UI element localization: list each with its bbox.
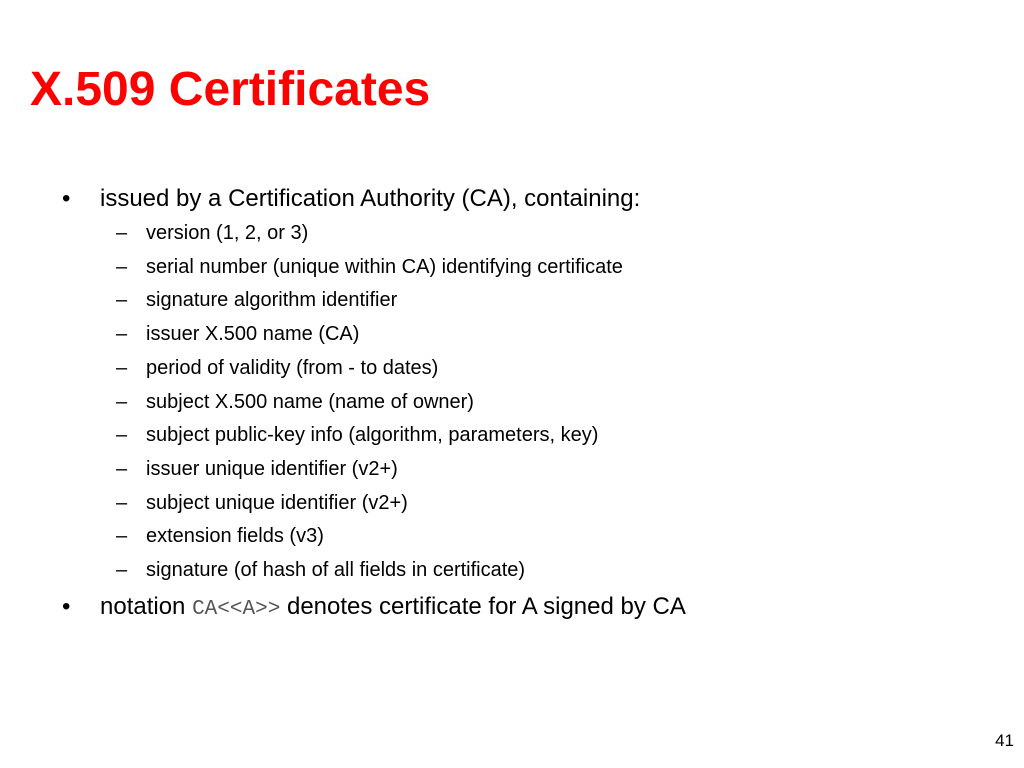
- sub-item-text: subject X.500 name (name of owner): [146, 390, 474, 413]
- sub-item-public-key-info: [62, 419, 1002, 453]
- dash-icon: –: [116, 255, 128, 278]
- sub-item-text: version (1, 2, or 3): [146, 222, 309, 244]
- sub-item-text: subject unique identifier (v2+): [146, 491, 408, 514]
- dash-icon: –: [116, 457, 128, 480]
- sub-item-subject-name: [62, 386, 1002, 420]
- notation-suffix: denotes certificate for A signed by CA: [280, 592, 686, 620]
- page-number: 41: [995, 731, 1014, 750]
- dash-icon: –: [116, 222, 128, 244]
- bullet-icon: •: [62, 185, 71, 212]
- sub-item-text: issuer unique identifier (v2+): [146, 457, 398, 480]
- slide-title: X.509 Certificates: [30, 63, 431, 116]
- sub-item-text: signature algorithm identifier: [146, 289, 398, 312]
- sub-item-text: period of validity (from - to dates): [146, 356, 439, 379]
- notation-prefix: notation: [100, 592, 193, 620]
- dash-icon: –: [116, 390, 128, 413]
- certificate-fields-list: [62, 217, 1002, 588]
- dash-icon: –: [116, 525, 128, 548]
- bullet-item-notation: [62, 592, 1002, 625]
- sub-item-text: extension fields (v3): [146, 525, 324, 548]
- bullet-text: issued by a Certification Authority (CA), containing:: [100, 185, 641, 212]
- sub-item-text: serial number (unique within CA) identifying certificate: [146, 255, 623, 278]
- bullet-text: [100, 592, 686, 625]
- sub-item-text: signature (of hash of all fields in certificate): [146, 559, 526, 582]
- dash-icon: –: [116, 323, 128, 346]
- sub-item-text: issuer X.500 name (CA): [146, 323, 360, 346]
- dash-icon: –: [116, 424, 128, 447]
- sub-item-signature: [62, 554, 1002, 588]
- notation-code: CA<<A>>: [192, 597, 281, 621]
- bullet-item-issued-by-ca: [62, 184, 1002, 214]
- sub-item-version: [62, 217, 1002, 251]
- sub-item-validity-period: [62, 352, 1002, 386]
- sub-item-issuer-unique-id: [62, 453, 1002, 487]
- dash-icon: –: [116, 289, 128, 312]
- sub-item-issuer-name: [62, 318, 1002, 352]
- dash-icon: –: [116, 356, 128, 379]
- bullet-icon: •: [62, 592, 71, 620]
- sub-item-extension-fields: [62, 520, 1002, 554]
- sub-item-subject-unique-id: [62, 487, 1002, 521]
- sub-item-signature-algorithm: [62, 284, 1002, 318]
- sub-item-text: subject public-key info (algorithm, parameters, key): [146, 424, 599, 447]
- dash-icon: –: [116, 559, 128, 582]
- slide-content: [62, 184, 1002, 625]
- sub-item-serial-number: [62, 251, 1002, 285]
- dash-icon: –: [116, 491, 128, 514]
